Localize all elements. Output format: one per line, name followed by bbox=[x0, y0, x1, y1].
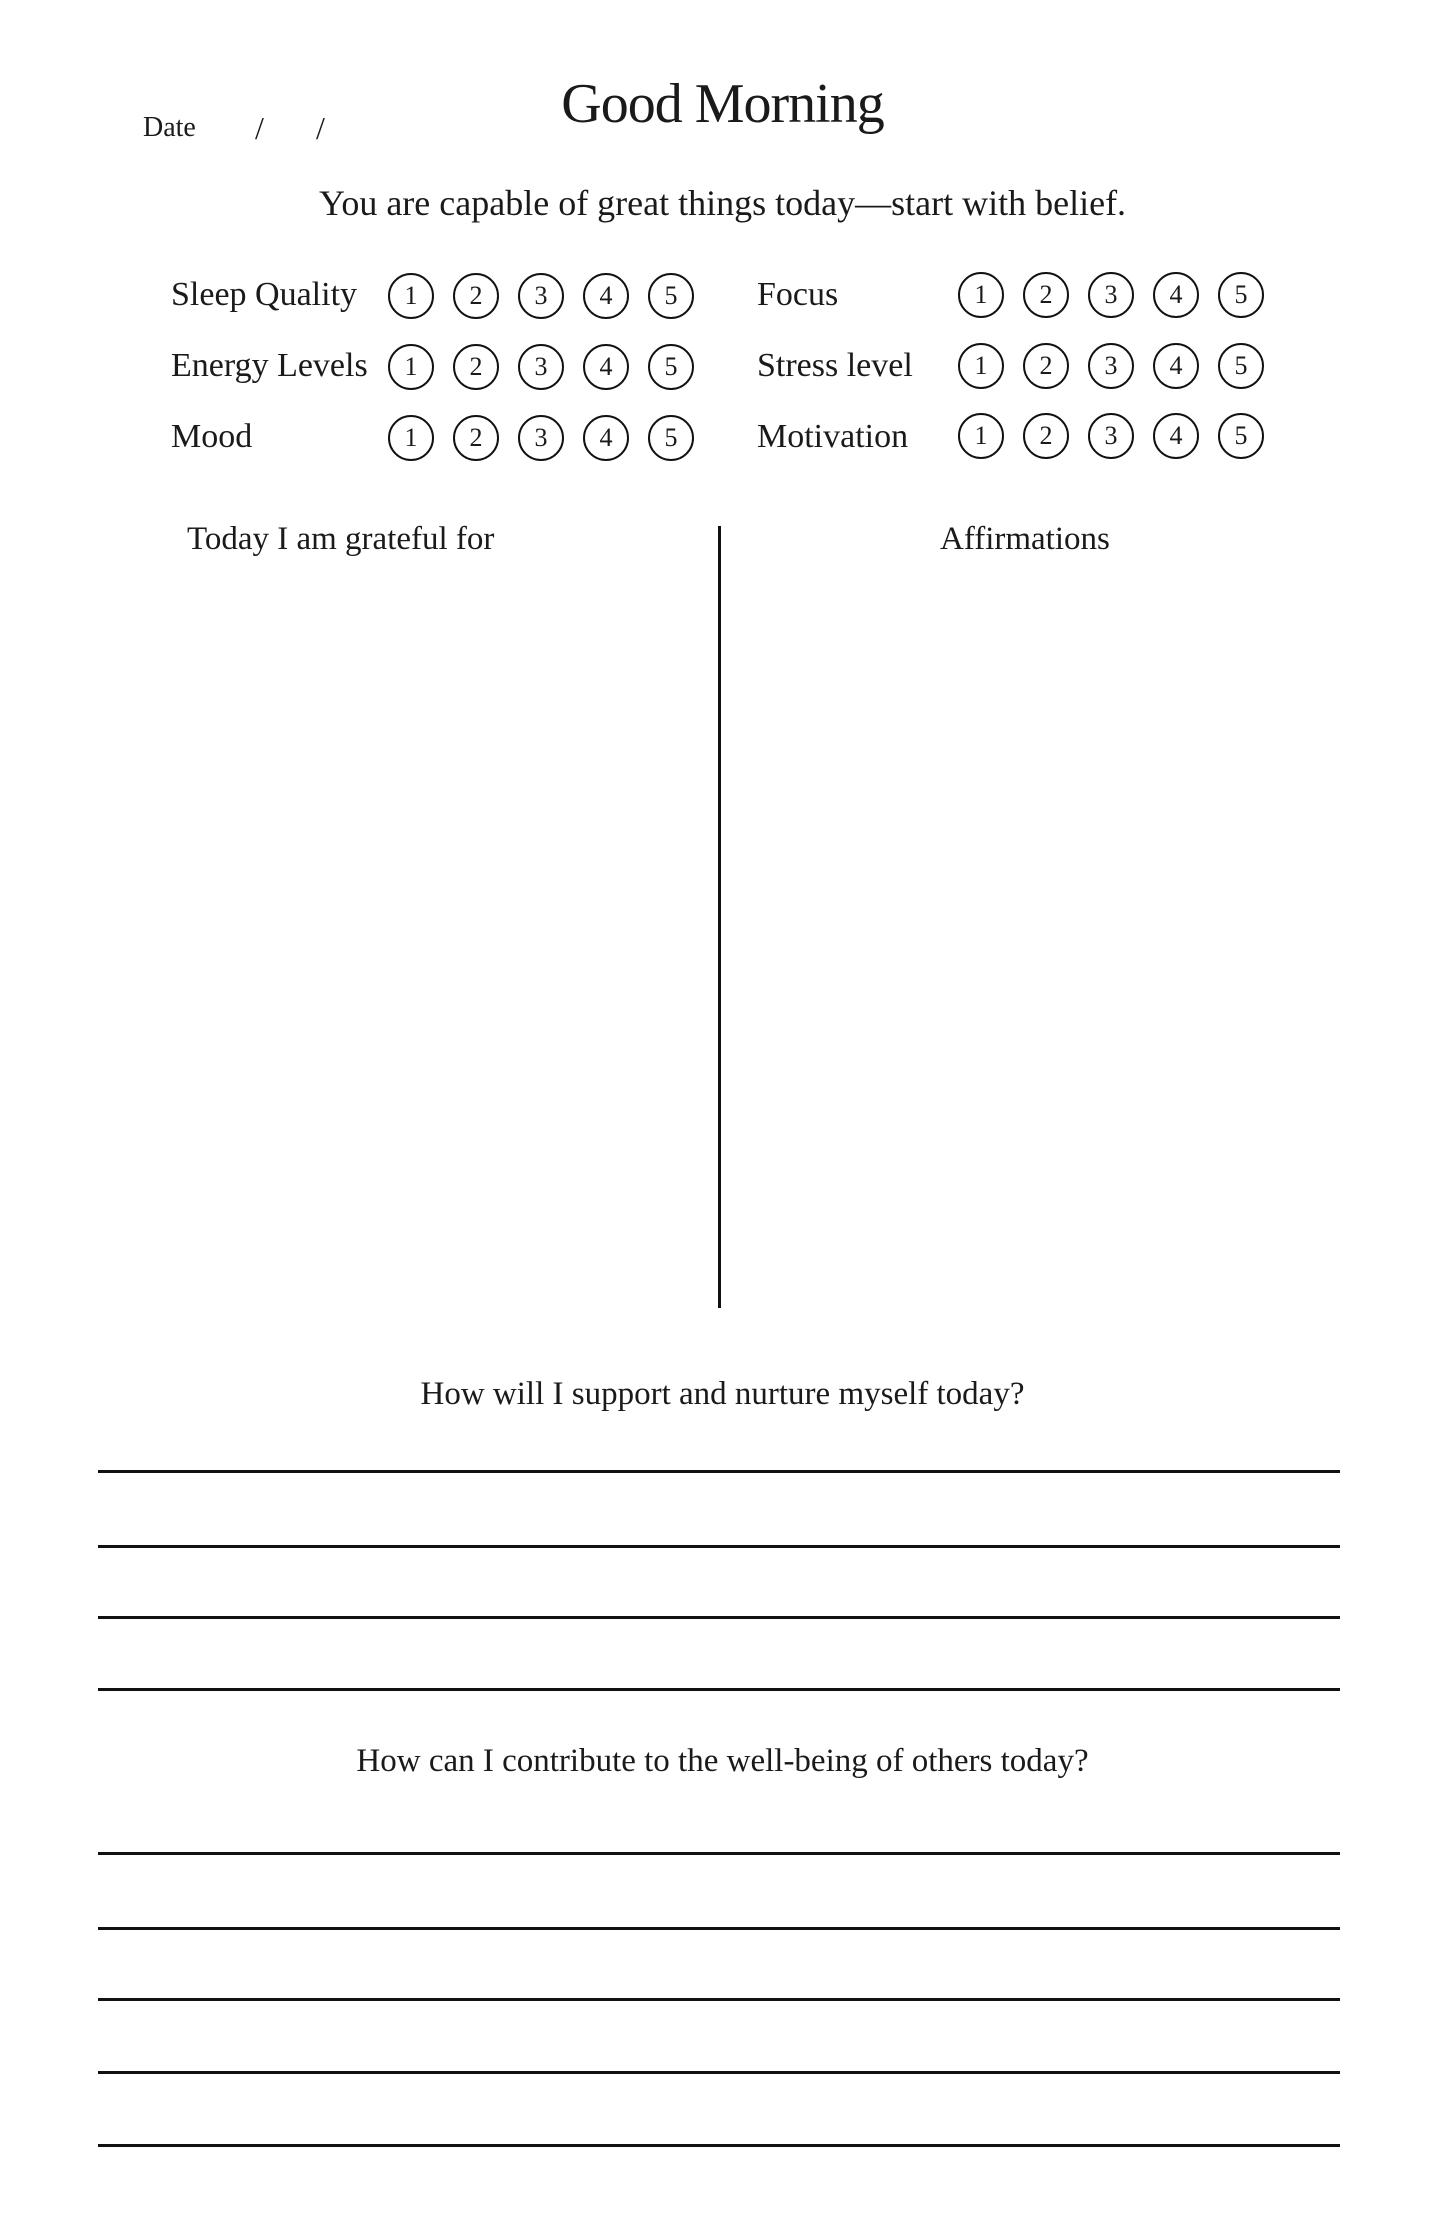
others-writing-line-4[interactable] bbox=[98, 2071, 1340, 2074]
others-writing-line-5[interactable] bbox=[98, 2144, 1340, 2147]
self-care-writing-line-3[interactable] bbox=[98, 1616, 1340, 1619]
rating-label-focus: Focus bbox=[757, 276, 839, 313]
sleep-quality-option-2[interactable]: 2 bbox=[453, 273, 499, 319]
focus-option-2[interactable]: 2 bbox=[1023, 272, 1069, 318]
affirmations-heading: Affirmations bbox=[940, 521, 1110, 557]
sleep-quality-option-4[interactable]: 4 bbox=[583, 273, 629, 319]
self-care-writing-line-1[interactable] bbox=[98, 1470, 1340, 1473]
stress-level-option-2[interactable]: 2 bbox=[1023, 343, 1069, 389]
energy-levels-option-1[interactable]: 1 bbox=[388, 344, 434, 390]
mood-option-3[interactable]: 3 bbox=[518, 415, 564, 461]
mood-option-1[interactable]: 1 bbox=[388, 415, 434, 461]
self-care-question: How will I support and nurture myself today? bbox=[420, 1376, 1025, 1412]
motivation-option-1[interactable]: 1 bbox=[958, 413, 1004, 459]
rating-label-motivation: Motivation bbox=[757, 418, 909, 455]
stress-level-option-1[interactable]: 1 bbox=[958, 343, 1004, 389]
gratitude-writing-area[interactable] bbox=[150, 570, 690, 1290]
sleep-quality-option-5[interactable]: 5 bbox=[648, 273, 694, 319]
motivation-option-3[interactable]: 3 bbox=[1088, 413, 1134, 459]
date-separator-1: / bbox=[255, 110, 264, 146]
date-label: Date bbox=[143, 112, 196, 143]
focus-option-3[interactable]: 3 bbox=[1088, 272, 1134, 318]
mood-option-5[interactable]: 5 bbox=[648, 415, 694, 461]
others-writing-line-1[interactable] bbox=[98, 1852, 1340, 1855]
focus-option-4[interactable]: 4 bbox=[1153, 272, 1199, 318]
focus-option-5[interactable]: 5 bbox=[1218, 272, 1264, 318]
self-care-writing-line-4[interactable] bbox=[98, 1688, 1340, 1691]
gratitude-heading: Today I am grateful for bbox=[187, 521, 495, 557]
rating-label-sleep-quality: Sleep Quality bbox=[171, 276, 358, 313]
self-care-writing-line-2[interactable] bbox=[98, 1545, 1340, 1548]
others-question: How can I contribute to the well-being of others today? bbox=[356, 1743, 1089, 1779]
rating-label-energy-levels: Energy Levels bbox=[171, 347, 368, 384]
motivation-option-5[interactable]: 5 bbox=[1218, 413, 1264, 459]
others-writing-line-3[interactable] bbox=[98, 1998, 1340, 2001]
rating-label-stress-level: Stress level bbox=[757, 347, 913, 384]
motivation-option-2[interactable]: 2 bbox=[1023, 413, 1069, 459]
date-separator-2: / bbox=[316, 110, 325, 146]
mood-option-4[interactable]: 4 bbox=[583, 415, 629, 461]
mood-option-2[interactable]: 2 bbox=[453, 415, 499, 461]
others-writing-line-2[interactable] bbox=[98, 1927, 1340, 1930]
sleep-quality-option-3[interactable]: 3 bbox=[518, 273, 564, 319]
column-divider bbox=[718, 526, 721, 1308]
stress-level-option-3[interactable]: 3 bbox=[1088, 343, 1134, 389]
energy-levels-option-3[interactable]: 3 bbox=[518, 344, 564, 390]
page-title: Good Morning bbox=[561, 73, 884, 135]
stress-level-option-4[interactable]: 4 bbox=[1153, 343, 1199, 389]
motivation-option-4[interactable]: 4 bbox=[1153, 413, 1199, 459]
stress-level-option-5[interactable]: 5 bbox=[1218, 343, 1264, 389]
affirmations-writing-area[interactable] bbox=[750, 570, 1310, 1290]
daily-quote: You are capable of great things today—start with belief. bbox=[318, 183, 1127, 223]
rating-label-mood: Mood bbox=[171, 418, 253, 455]
sleep-quality-option-1[interactable]: 1 bbox=[388, 273, 434, 319]
energy-levels-option-4[interactable]: 4 bbox=[583, 344, 629, 390]
energy-levels-option-2[interactable]: 2 bbox=[453, 344, 499, 390]
focus-option-1[interactable]: 1 bbox=[958, 272, 1004, 318]
energy-levels-option-5[interactable]: 5 bbox=[648, 344, 694, 390]
